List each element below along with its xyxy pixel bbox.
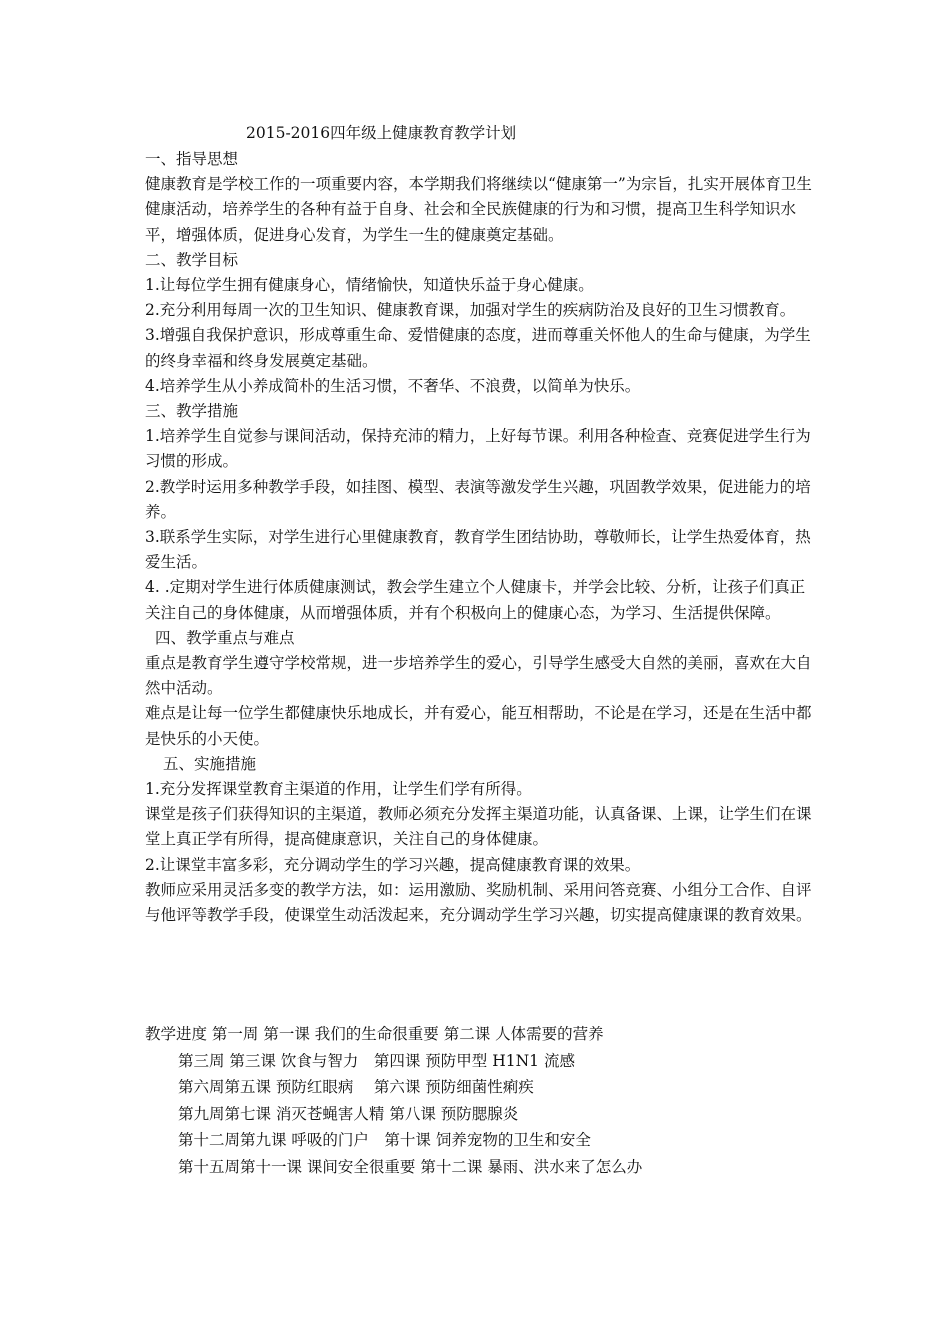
schedule-line: 第十二周第九课 呼吸的门户 第十课 饲养宠物的卫生和安全	[178, 1131, 591, 1150]
section-heading-teaching-goals: 二、教学目标	[145, 250, 239, 269]
document-title: 2015-2016四年级上健康教育教学计划	[246, 124, 517, 142]
paragraph: 课堂是孩子们获得知识的主渠道，教师必须充分发挥主渠道功能，认真备课、上课，让学生们在课堂上真正学有所得，提高健康意识，关注自己的身体健康。	[145, 805, 812, 849]
paragraph: 4.培养学生从小养成简朴的生活习惯，不奢华、不浪费，以简单为快乐。	[145, 376, 641, 395]
paragraph: 4. .定期对学生进行体质健康测试，教会学生建立个人健康卡，并学会比较、分析，让孩子们真正关注自己的身体健康，从而增强体质，并有个积极向上的健康心态，为学习、生活提供保障。	[145, 578, 806, 622]
paragraph: 教师应采用灵活多变的教学方法，如：运用激励、奖励机制、采用问答竞赛、小组分工合作、自评与他评等教学手段，使课堂生动活泼起来，充分调动学生学习兴趣，切实提高健康课的教育效果。	[145, 880, 812, 925]
paragraph: 1.让每位学生拥有健康身心，情绪愉快，知道快乐益于身心健康。	[145, 276, 594, 295]
paragraph: 重点是教育学生遵守学校常规，进一步培养学生的爱心，引导学生感受大自然的美丽，喜欢在大自然中活动。	[145, 654, 812, 698]
schedule-line: 第十五周第十一课 课间安全很重要 第十二课 暴雨、洪水来了怎么办	[178, 1157, 643, 1176]
paragraph: 2.让课堂丰富多彩，充分调动学生的学习兴趣，提高健康教育课的效果。	[145, 855, 641, 874]
schedule-line: 教学进度 第一周 第一课 我们的生命很重要 第二课 人体需要的营养	[145, 1025, 604, 1043]
paragraph: 1.充分发挥课堂教育主渠道的作用，让学生们学有所得。	[145, 780, 532, 799]
teaching-schedule	[145, 1021, 845, 1181]
paragraph: 2.教学时运用多种教学手段，如挂图、模型、表演等激发学生兴趣，巩固教学效果，促进能力的培养。	[145, 477, 811, 521]
section-heading-implementation: 五、实施措施	[163, 754, 257, 773]
paragraph: 2.充分利用每周一次的卫生知识、健康教育课，加强对学生的疾病防治及良好的卫生习惯教育。	[145, 301, 796, 320]
document-body	[145, 147, 813, 928]
schedule-line: 第六周第五课 预防红眼病 第六课 预防细菌性痢疾	[178, 1078, 534, 1097]
section-heading-teaching-measures: 三、教学措施	[145, 402, 239, 421]
paragraph: 3.增强自我保护意识，形成尊重生命、爱惜健康的态度，进而尊重关怀他人的生命与健康，为学生的终身幸福和终身发展奠定基础。	[145, 326, 811, 370]
paragraph: 3.联系学生实际，对学生进行心里健康教育，教育学生团结协助，尊敬师长，让学生热爱体育，热爱生活。	[145, 528, 811, 572]
schedule-line: 第三周 第三课 饮食与智力 第四课 预防甲型 H1N1 流感	[178, 1051, 575, 1070]
section-heading-guiding-thought: 一、指导思想	[145, 150, 239, 168]
paragraph: 1.培养学生自觉参与课间活动，保持充沛的精力，上好每节课。利用各种检查、竞赛促进学生行为习惯的形成。	[145, 427, 811, 471]
paragraph: 难点是让每一位学生都健康快乐地成长，并有爱心，能互相帮助，不论是在学习，还是在生活中都是快乐的小天使。	[145, 704, 812, 748]
paragraph: 健康教育是学校工作的一项重要内容，本学期我们将继续以“健康第一”为宗旨，扎实开展体育卫生健康活动，培养学生的各种有益于自身、社会和全民族健康的行为和习惯，提高卫生科学知识水平，增强体质，促进身心发育，为学生一生的健康奠定基础。	[145, 175, 812, 244]
section-heading-key-points: 四、教学重点与难点	[155, 628, 295, 647]
schedule-line: 第九周第七课 消灭苍蝇害人精 第八课 预防腮腺炎	[178, 1104, 519, 1123]
